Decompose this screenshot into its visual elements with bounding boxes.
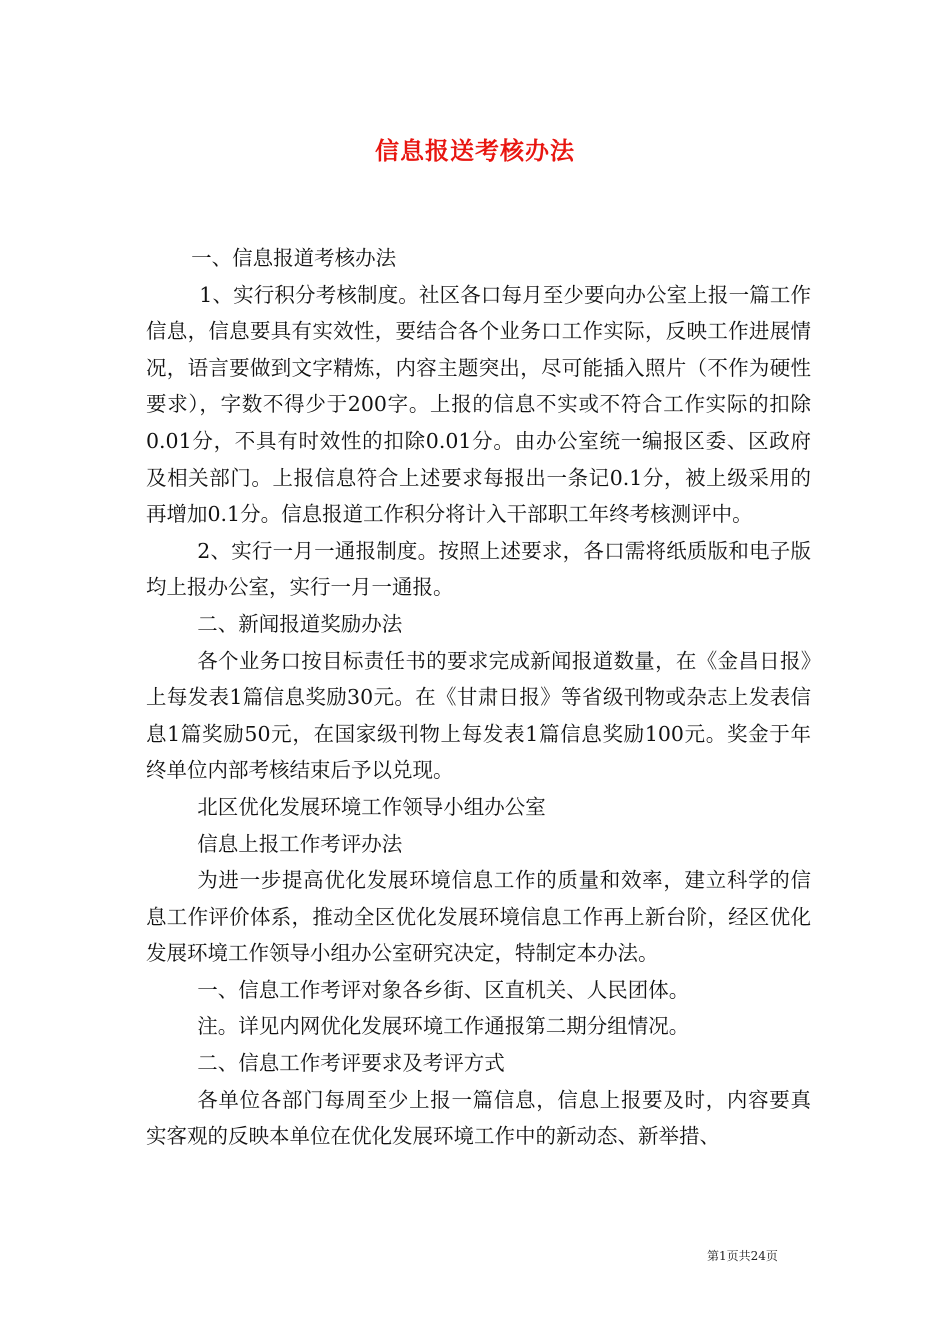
paragraph-1: 1、实行积分考核制度。社区各口每月至少要向办公室上报一篇工作信息，信息要具有实效性，要结合各个业务口工作实际，反映工作进展情况，语言要做到文字精炼，内容主题突出，尽可能插入照片（不作为硬性要求），字数不得少于200字。上报的信息不实或不符合工作实际的扣除0.01分，不具有时效性的扣除0.01分。由办公室统一编报区委、区政府及相关部门。上报信息符合上述要求每报出一条记0.1分，被上级采用的再增加0.1分。信息报道工作积分将计入干部职工年终考核测评中。 (146, 282, 811, 527)
paragraph-3: 各个业务口按目标责任书的要求完成新闻报道数量，在《金昌日报》上每发表1篇信息奖励30元。在《甘肃日报》等省级刊物或杂志上发表信息1篇奖励50元，在国家级刊物上每发表1篇信息奖励100元。奖金于年终单位内部考核结束后予以兑现。 (146, 648, 811, 783)
section-heading-1: 一、信息报道考核办法 (191, 246, 397, 270)
paragraph-2: 2、实行一月一通报制度。按照上述要求，各口需将纸质版和电子版均上报办公室，实行一月一通报。 (146, 538, 811, 600)
paragraph-5: 一、信息工作考评对象各乡街、区直机关、人民团体。 (197, 977, 690, 1002)
document-title: 信息报送考核办法 (375, 136, 575, 165)
paragraph-4: 为进一步提高优化发展环境信息工作的质量和效率，建立科学的信息工作评价体系，推动全区优化发展环境信息工作再上新台阶，经区优化发展环境工作领导小组办公室研究决定，特制定本办法。 (146, 868, 811, 966)
note-line: 注。详见内网优化发展环境工作通报第二期分组情况。 (197, 1014, 690, 1039)
subtitle-line: 信息上报工作考评办法 (197, 831, 403, 856)
org-name-line: 北区优化发展环境工作领导小组办公室 (197, 794, 546, 819)
page-number-footer: 第1页共24页 (707, 1249, 778, 1263)
section-heading-2: 二、新闻报道奖励办法 (197, 611, 403, 636)
document-body (146, 240, 811, 1155)
section-heading-3: 二、信息工作考评要求及考评方式 (197, 1051, 505, 1076)
paragraph-6: 各单位各部门每周至少上报一篇信息，信息上报要及时，内容要真实客观的反映本单位在优化发展环境工作中的新动态、新举措、 (146, 1087, 811, 1149)
